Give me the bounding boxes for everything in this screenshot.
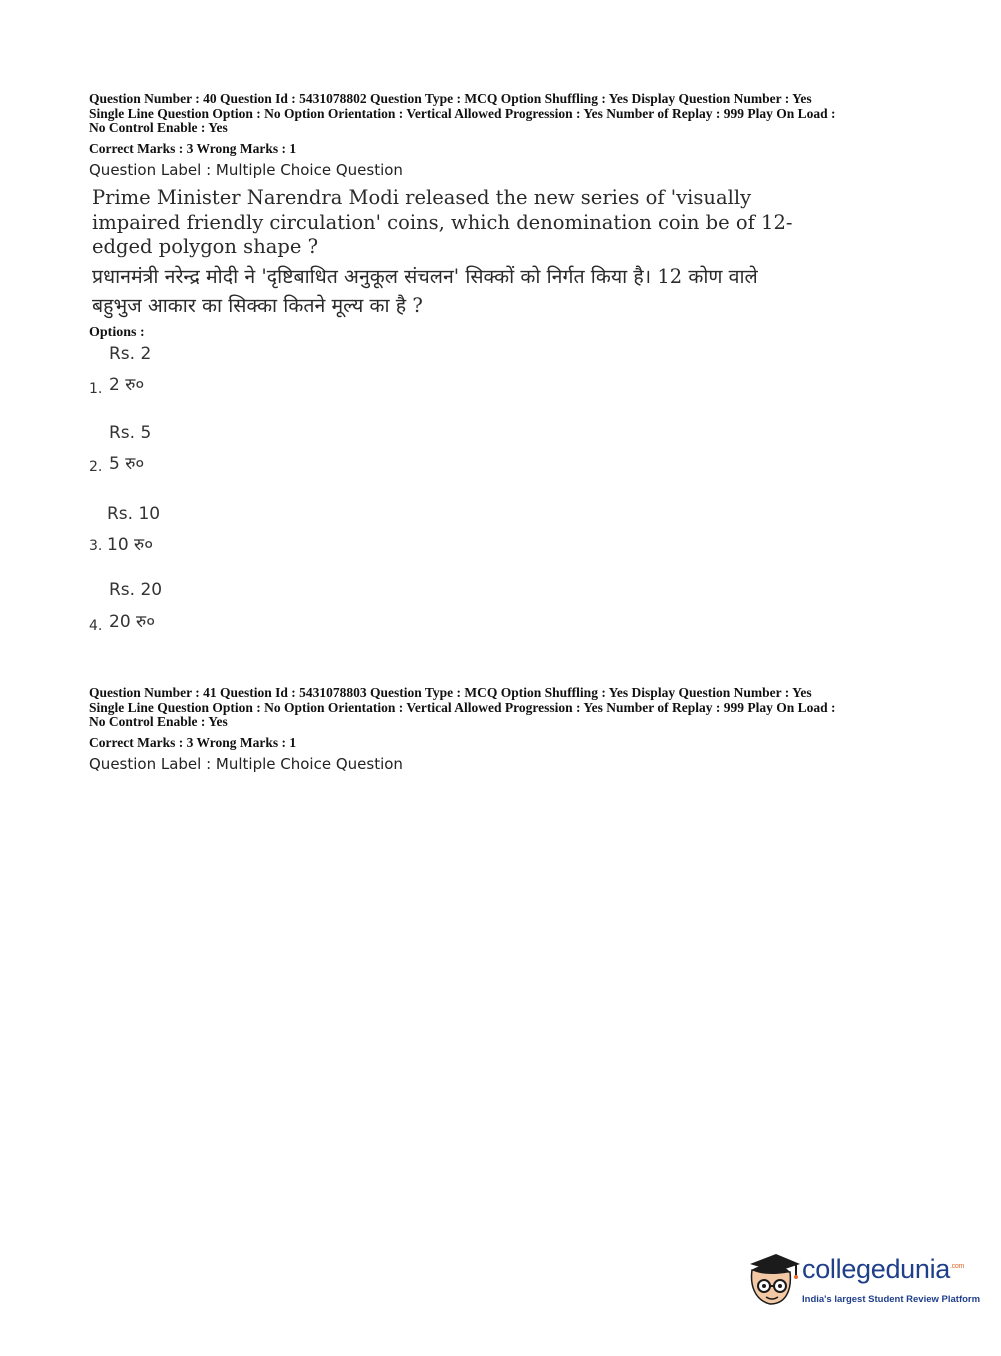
- option-3-english: Rs. 10: [107, 504, 161, 524]
- option-3-number: 3.: [89, 538, 103, 554]
- option-1-hindi: 2 रु०: [109, 375, 145, 395]
- option-4-english: Rs. 20: [109, 580, 163, 600]
- option-2-hindi: 5 रु०: [109, 454, 145, 474]
- question-40-marks: Correct Marks : 3 Wrong Marks : 1: [89, 140, 297, 156]
- options-label: Options :: [89, 325, 145, 340]
- logo-brand-suffix: .com: [950, 1263, 965, 1270]
- question-41-meta-line-3: No Control Enable : Yes: [89, 714, 228, 729]
- question-40-meta-line-3: No Control Enable : Yes: [89, 120, 228, 135]
- option-2-english: Rs. 5: [109, 423, 152, 443]
- question-41-meta-line-1: Question Number : 41 Question Id : 5431078803 Question Type : MCQ Option Shuffling : Yes Display Question Number : Yes: [89, 685, 812, 700]
- option-4-hindi: 20 रु०: [109, 612, 156, 632]
- question-40-text-hindi: प्रधानमंत्री नरेन्द्र मोदी ने 'दृष्टिबाधित अनुकूल संचलन' सिक्कों को निर्गत किया है। 12 कोण वाले बहुभुज आकार का सिक्का कितने मूल्य का है ?: [92, 264, 758, 317]
- logo-tagline: India's largest Student Review Platform: [802, 1294, 981, 1305]
- option-2-number: 2.: [89, 459, 103, 475]
- question-40-text: [92, 186, 802, 320]
- question-41-label: Question Label : Multiple Choice Question: [89, 754, 403, 773]
- graduate-mascot-icon: [742, 1250, 800, 1308]
- logo-brand: [802, 1254, 964, 1285]
- question-40-meta-line-2: Single Line Question Option : No Option Orientation : Vertical Allowed Progression : Yes Number of Replay : 999 Play On Load :: [89, 105, 836, 121]
- question-40-meta-line-1: Question Number : 40 Question Id : 5431078802 Question Type : MCQ Option Shuffling : Yes Display Question Number : Yes: [89, 91, 812, 106]
- collegedunia-logo[interactable]: [742, 1250, 981, 1310]
- question-41-header: [89, 686, 919, 773]
- question-40-label: Question Label : Multiple Choice Question: [89, 160, 403, 179]
- option-4-number: 4.: [89, 618, 103, 634]
- option-1-english: Rs. 2: [109, 344, 152, 364]
- logo-brand-text: collegedunia: [802, 1254, 951, 1284]
- option-3-hindi: 10 रु०: [107, 535, 154, 555]
- question-40-text-english: Prime Minister Narendra Modi released the new series of 'visually impaired friendly circulation' coins, which denomination coin be of 12-edged polygon shape ?: [92, 186, 793, 258]
- question-41-meta-line-2: Single Line Question Option : No Option Orientation : Vertical Allowed Progression : Yes Number of Replay : 999 Play On Load :: [89, 699, 836, 715]
- question-41-marks: Correct Marks : 3 Wrong Marks : 1: [89, 734, 297, 750]
- question-40-header: [89, 92, 919, 179]
- option-1-number: 1.: [89, 381, 103, 397]
